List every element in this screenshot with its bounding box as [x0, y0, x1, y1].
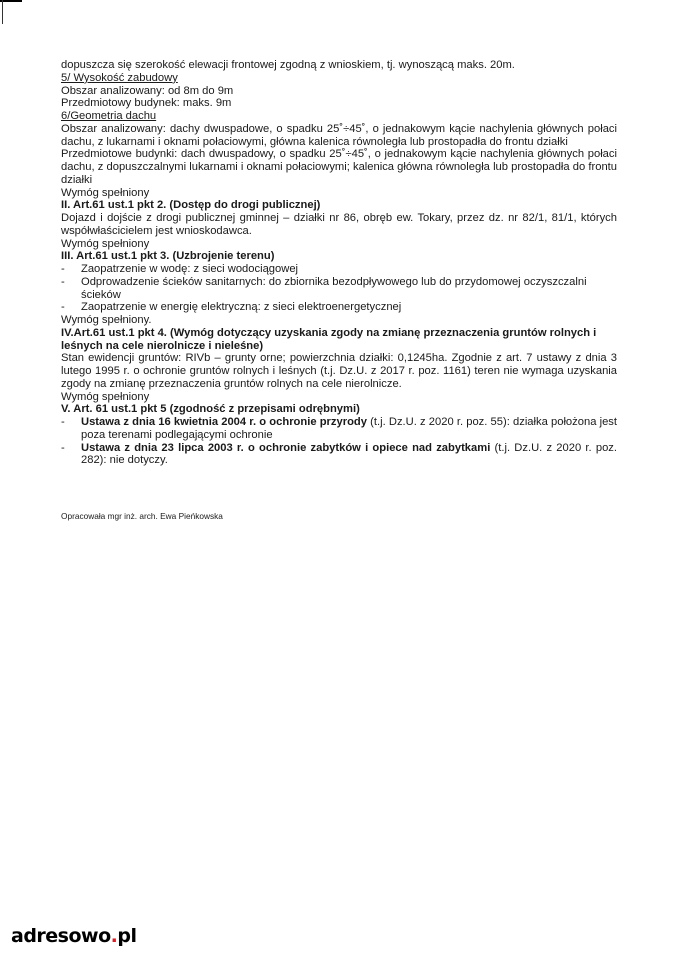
corner-mark — [0, 0, 22, 2]
list-item — [61, 442, 617, 468]
section-3-heading: III. Art.61 ust.1 pkt 3. (Uzbrojenie terenu) — [61, 250, 275, 263]
height-heading: 5/ Wysokość zabudowy — [61, 71, 178, 84]
section-4-heading: IV.Art.61 ust.1 pkt 4. (Wymóg dotyczący uzyskania zgody na zmianę przeznaczenia gruntów rolnych i leśnych na cele nierolnicze i nieleśne) — [61, 326, 597, 352]
roof-subject: Przedmiotowe budynki: dach dwuspadowy, o spadku 25˚÷45˚, o jednakowym kącie nachylenia głównych połaci dachu, z dopuszczalnymi lukarnami i oknami połaciowymi; kalenica główna równoległa lub prostopadła do frontu działki — [61, 148, 617, 186]
law-title: Ustawa z dnia 16 kwietnia 2004 r. o ochronie przyrody — [81, 416, 367, 428]
scan-edge-line — [2, 0, 3, 24]
section-2-text: Dojazd i dojście z drogi publicznej gminnej – działki nr 86, obręb ew. Tokary, przez dz. nr 82/1, 81/1, których współwłaścicielem jest wnioskodawca. — [61, 212, 617, 237]
list-item: - Zaopatrzenie w energię elektryczną: z sieci elektroenergetycznej — [61, 301, 617, 314]
prepared-by: Opracowała mgr inż. arch. Ewa Pieńkowska — [61, 511, 223, 521]
requirement-met: Wymóg spełniony. — [61, 314, 152, 326]
list-item: - Zaopatrzenie w wodę: z sieci wodociągowej — [61, 263, 617, 276]
height-area: Obszar analizowany: od 8m do 9m — [61, 84, 234, 97]
brand-logo — [11, 925, 137, 947]
regulations-list — [61, 416, 617, 467]
law-detail: (t.j. Dz.U. z 2020 r. poz. 282): nie dotyczy. — [81, 441, 618, 467]
roof-heading: 6/Geometria dachu — [61, 110, 157, 122]
requirement-met: Wymóg spełniony — [61, 237, 150, 250]
requirement-met: Wymóg spełniony — [61, 390, 150, 403]
law-detail: (t.j. Dz.U. z 2020 r. poz. 55): działka położona jest poza terenami podlegającymi ochronie — [81, 416, 617, 441]
section-2-heading: II. Art.61 ust.1 pkt 2. (Dostęp do drogi publicznej) — [61, 199, 321, 212]
requirement-met: Wymóg spełniony — [61, 186, 150, 199]
brand-dot: . — [110, 925, 118, 947]
section-4-text: Stan ewidencji gruntów: RIVb – grunty orne; powierzchnia działki: 0,1245ha. Zgodnie z art. 7 ustawy z dnia 3 lutego 1995 r. o ochronie gruntów rolnych i leśnych (t.j. Dz.U. z 2017 r. poz. 1161) teren nie wymaga uzyskania zgody na zmianę przeznaczenia gruntów rolnych na cele nierolnicze. — [61, 352, 617, 390]
list-item: - Odprowadzenie ścieków sanitarnych: do zbiornika bezodpływowego lub do przydomowej oczyszczalni ścieków — [61, 276, 617, 302]
utilities-list — [61, 263, 617, 314]
frontage-line: dopuszcza się szerokość elewacji frontowej zgodną z wnioskiem, tj. wynoszącą maks. 20m. — [61, 59, 515, 71]
roof-area: Obszar analizowany: dachy dwuspadowe, o spadku 25˚÷45˚, o jednakowym kącie nachylenia głównych połaci dachu, z lukarnami i oknami połaciowymi, główna kalenica równoległa lub prostopadła do frontu działki — [61, 122, 617, 148]
height-subject: Przedmiotowy budynek: maks. 9m — [61, 97, 232, 110]
brand-name: adresowo — [11, 925, 111, 947]
document-body — [61, 59, 617, 467]
section-5-heading: V. Art. 61 ust.1 pkt 5 (zgodność z przepisami odrębnymi) — [61, 403, 360, 416]
brand-tld: pl — [117, 925, 137, 947]
law-title: Ustawa z dnia 23 lipca 2003 r. o ochronie zabytków i opiece nad zabytkami — [81, 441, 491, 454]
list-item — [61, 416, 617, 442]
